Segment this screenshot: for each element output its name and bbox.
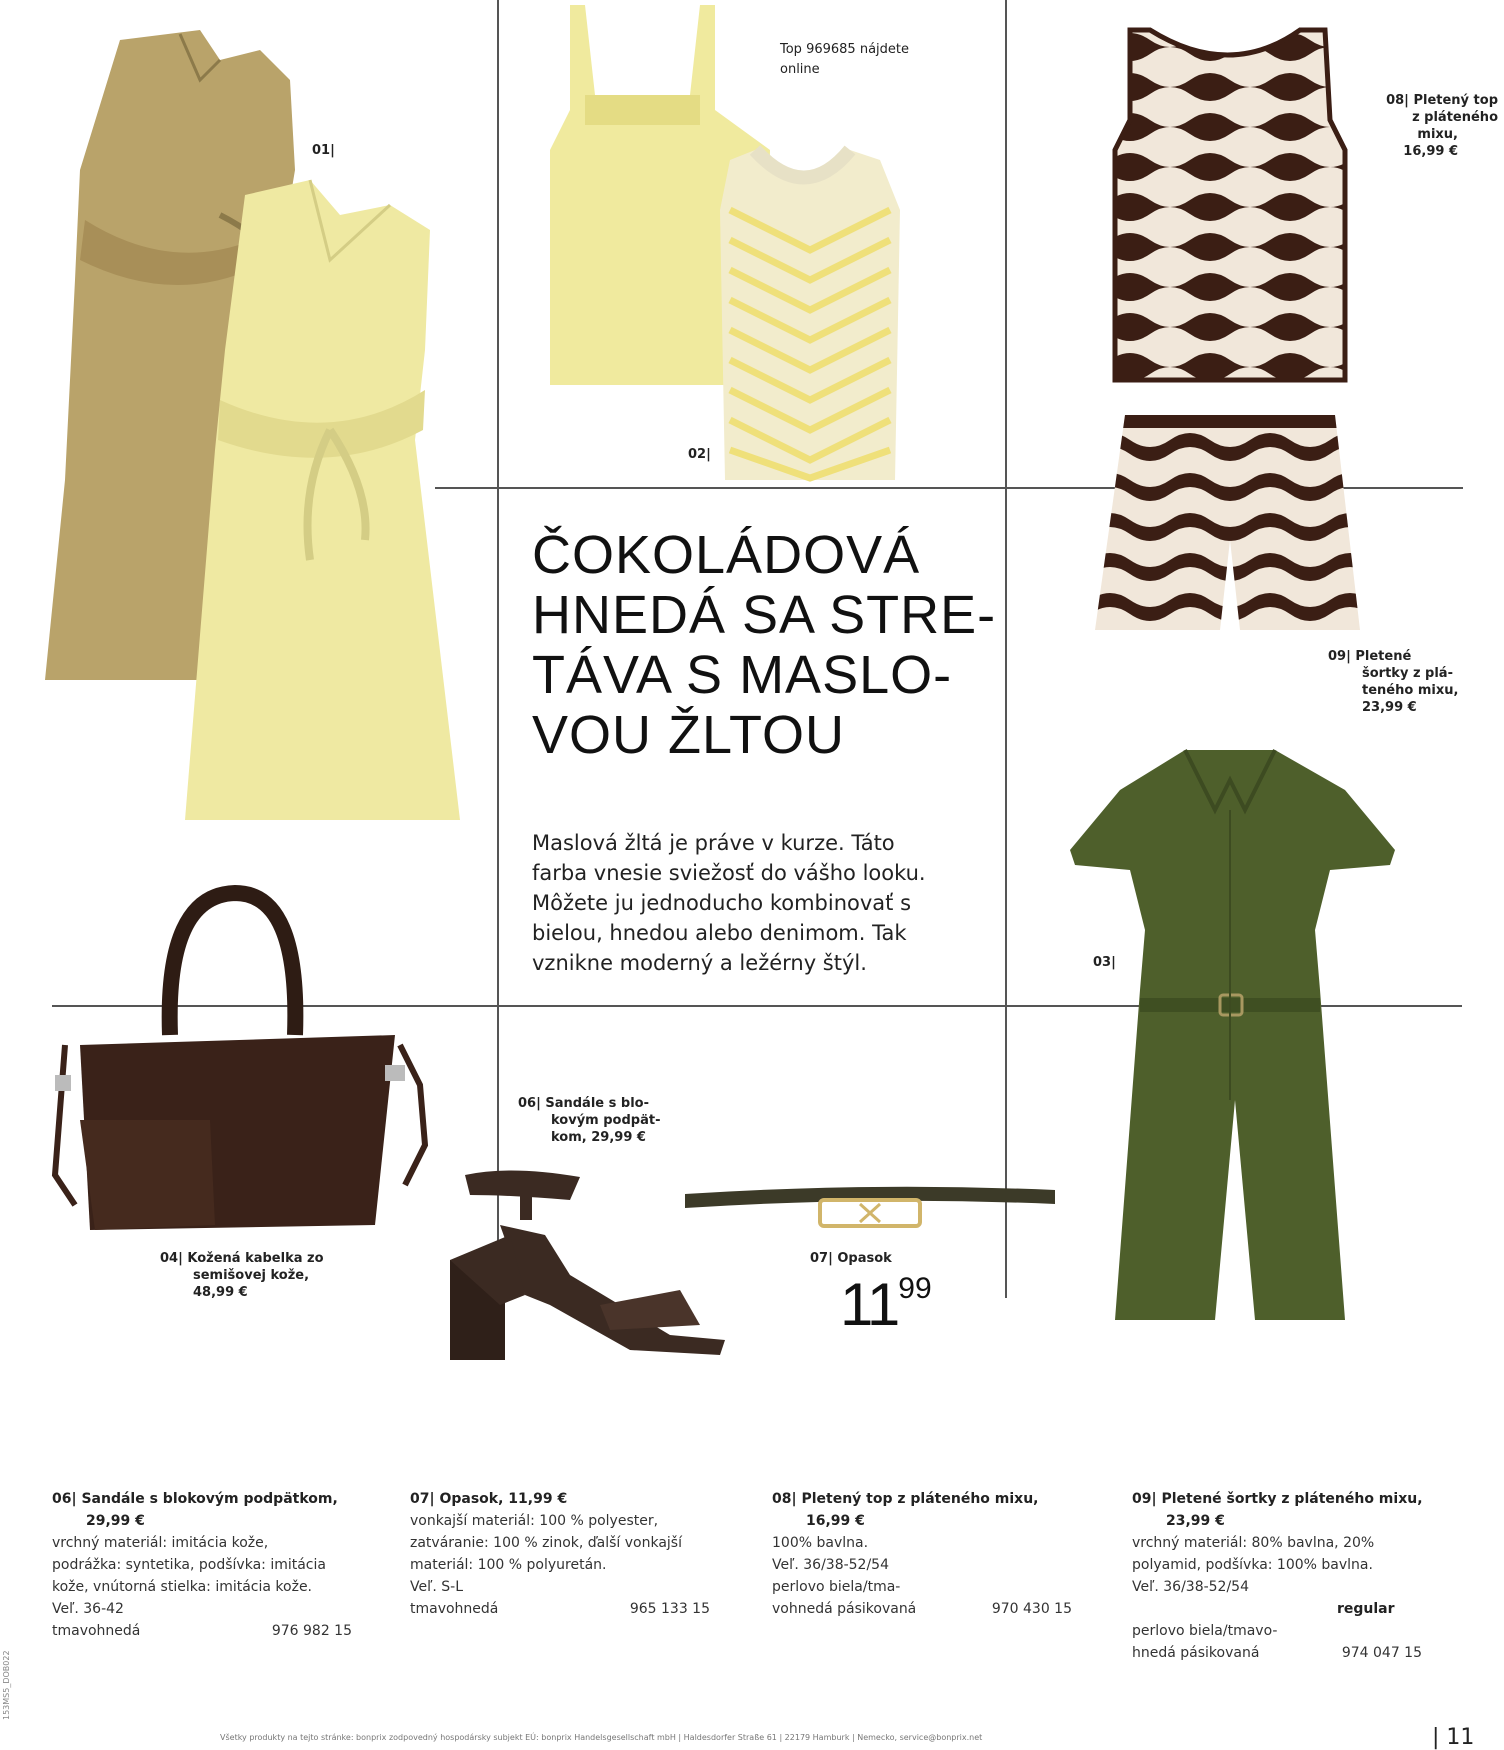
intro-line: vznikne moderný a ležérny štýl. <box>532 951 867 975</box>
detail-code: 974 047 15 <box>1341 1645 1422 1661</box>
page-number: | 11 <box>1432 1725 1475 1750</box>
label-line: kovým podpät- <box>551 1113 661 1128</box>
label-line: 04| Kožená kabelka zo <box>160 1251 324 1266</box>
label-line: semišovej kože, <box>193 1268 310 1283</box>
detail-line: zatváranie: 100 % zinok, ďalší vonkajší <box>410 1535 682 1551</box>
label-line: 08| Pletený top <box>1386 93 1498 108</box>
striped-knit-tank-image <box>1110 20 1360 390</box>
detail-06 <box>52 1488 392 1642</box>
detail-09 <box>1132 1488 1492 1664</box>
label-line: teného mixu, <box>1362 683 1459 698</box>
tank-tops-image <box>540 0 980 500</box>
price-cents: 99 <box>898 1272 932 1305</box>
note-line: online <box>780 62 820 77</box>
detail-color-row <box>772 1598 1072 1620</box>
detail-line: Veľ. 36-42 <box>52 1601 124 1617</box>
label-line: 16,99 € <box>1403 144 1458 159</box>
headline-line: ČOKOLÁDOVÁ <box>532 525 921 585</box>
detail-line: 100% bavlna. <box>772 1535 869 1551</box>
top-online-note <box>780 40 909 80</box>
price-main: 11 <box>840 1271 899 1338</box>
product-label-06 <box>518 1095 660 1146</box>
product-label-03: 03| <box>1093 955 1116 970</box>
label-line: šortky z plá- <box>1362 666 1453 681</box>
divider-vertical-right <box>1005 0 1007 1298</box>
legal-footer: Všetky produkty na tejto stránke: bonprix zodpovedný hospodársky subjekt EÚ: bonprix Handelsgesellschaft mbH | Haldesdorfer Straße 61 | 22179 Hamburk | Nemecko, service@bonprix.net <box>220 1733 983 1742</box>
detail-title: 08| Pletený top z pláteného mixu, <box>772 1491 1039 1507</box>
belt-price <box>840 1270 932 1339</box>
intro-line: Môžete ju jednoducho kombinovať s <box>532 891 912 915</box>
detail-color: tmavohnedá <box>52 1623 141 1639</box>
detail-price: 16,99 € <box>806 1513 865 1529</box>
detail-color-row <box>410 1598 710 1620</box>
label-line: mixu, <box>1417 127 1458 142</box>
headline-line: TÁVA S MASLO- <box>532 645 953 705</box>
suede-bag-image <box>45 885 435 1235</box>
wrap-dresses-image <box>30 20 480 840</box>
intro-text <box>532 828 1002 978</box>
detail-title: 09| Pletené šortky z pláteného mixu, <box>1132 1491 1423 1507</box>
note-line: Top 969685 nájdete <box>780 42 909 57</box>
detail-fit: regular <box>1337 1601 1395 1617</box>
product-label-01: 01| <box>312 143 335 158</box>
detail-code: 976 982 15 <box>271 1623 352 1639</box>
belt-image <box>680 1182 1060 1232</box>
striped-knit-shorts-image <box>1090 410 1370 640</box>
detail-line: vrchný materiál: imitácia kože, <box>52 1535 269 1551</box>
detail-code: 970 430 15 <box>991 1601 1072 1617</box>
detail-07 <box>410 1488 750 1620</box>
label-line: kom, 29,99 € <box>551 1130 646 1145</box>
detail-08 <box>772 1488 1112 1620</box>
label-line: 23,99 € <box>1362 700 1417 715</box>
intro-line: bielou, hnedou alebo denimom. Tak <box>532 921 907 945</box>
detail-line: kože, vnútorná stielka: imitácia kože. <box>52 1579 313 1595</box>
product-label-04 <box>160 1250 324 1301</box>
detail-line: Veľ. 36/38-52/54 <box>1132 1579 1249 1595</box>
detail-code: 965 133 15 <box>629 1601 710 1617</box>
label-line: 06| Sandále s blo- <box>518 1096 649 1111</box>
product-label-08 <box>1358 92 1498 160</box>
divider-vertical-left <box>497 0 499 1300</box>
detail-line: Veľ. S-L <box>410 1579 463 1595</box>
label-line: 48,99 € <box>193 1285 248 1300</box>
product-label-02: 02| <box>688 447 711 462</box>
detail-line: perlovo biela/tma- <box>772 1579 901 1595</box>
detail-price: 23,99 € <box>1166 1513 1225 1529</box>
product-label-07: 07| Opasok <box>810 1251 892 1266</box>
detail-color-row <box>1132 1642 1422 1664</box>
detail-title: 06| Sandále s blokovým podpätkom, <box>52 1491 338 1507</box>
intro-line: farba vnesie sviežosť do vášho looku. <box>532 861 926 885</box>
headline-line: VOU ŽLTOU <box>532 705 846 765</box>
detail-line: vrchný materiál: 80% bavlna, 20% <box>1132 1535 1375 1551</box>
detail-color: perlovo biela/tmavo- <box>1132 1623 1278 1639</box>
headline-line: HNEDÁ SA STRE- <box>532 585 997 645</box>
detail-line: polyamid, podšívka: 100% bavlna. <box>1132 1557 1373 1573</box>
detail-line: vonkajší materiál: 100 % polyester, <box>410 1513 659 1529</box>
detail-color: vohnedá pásikovaná <box>772 1601 917 1617</box>
detail-line: materiál: 100 % polyuretán. <box>410 1557 607 1573</box>
detail-line: Veľ. 36/38-52/54 <box>772 1557 889 1573</box>
detail-color-row <box>52 1620 352 1642</box>
detail-title: 07| Opasok, 11,99 € <box>410 1491 568 1507</box>
label-line: 09| Pletené <box>1328 649 1412 664</box>
olive-jumpsuit-image <box>1065 740 1405 1330</box>
detail-price: 29,99 € <box>86 1513 145 1529</box>
detail-color: hnedá pásikovaná <box>1132 1645 1260 1661</box>
label-line: z pláteného <box>1412 110 1498 125</box>
product-label-09 <box>1328 648 1458 716</box>
headline <box>532 525 1002 765</box>
catalog-code: 153MS5_DOB022 <box>2 1650 11 1720</box>
intro-line: Maslová žltá je práve v kurze. Táto <box>532 831 895 855</box>
detail-color: tmavohnedá <box>410 1601 499 1617</box>
detail-line: podrážka: syntetika, podšívka: imitácia <box>52 1557 326 1573</box>
